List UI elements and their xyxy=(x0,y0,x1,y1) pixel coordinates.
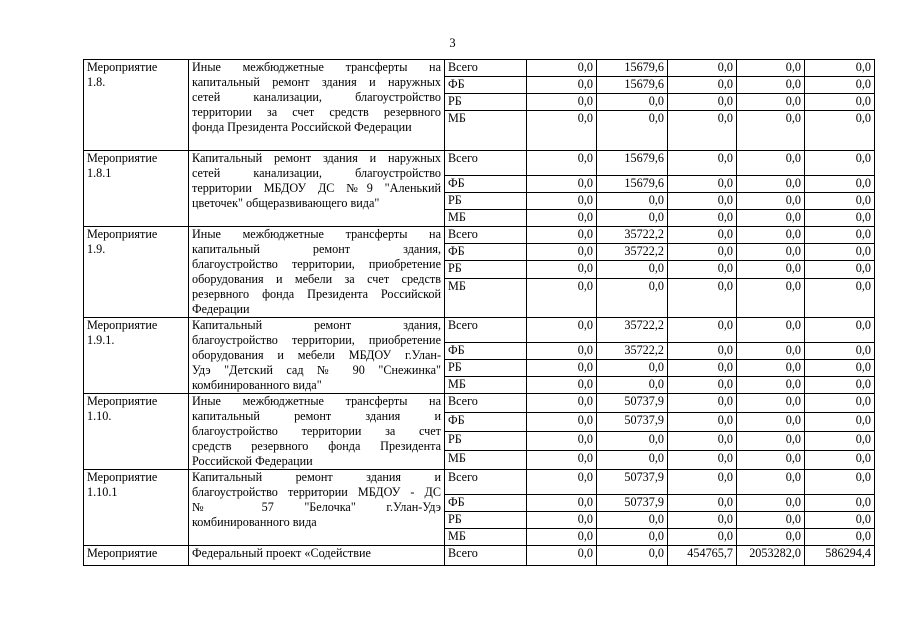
amount-cell: 0,0 xyxy=(527,244,597,261)
amount-cell: 0,0 xyxy=(737,470,805,495)
amount-cell: 0,0 xyxy=(668,176,737,193)
amount-cell: 15679,6 xyxy=(597,60,668,77)
event-cell xyxy=(84,470,189,546)
amount-cell: 0,0 xyxy=(668,278,737,317)
description-line: благоустройство территории, приобретение xyxy=(192,257,441,271)
amount-cell: 0,0 xyxy=(737,318,805,343)
funding-source-cell: РБ xyxy=(445,193,527,210)
amount-cell: 0,0 xyxy=(805,94,875,111)
funding-source-cell: Всего xyxy=(445,318,527,343)
amount-cell: 0,0 xyxy=(737,495,805,512)
amount-cell: 0,0 xyxy=(668,432,737,451)
amount-cell: 0,0 xyxy=(737,512,805,529)
amount-cell: 50737,9 xyxy=(597,413,668,432)
amount-cell: 0,0 xyxy=(668,343,737,360)
description-line: Капитальный ремонт здания и наружных xyxy=(192,151,441,165)
amount-cell: 0,0 xyxy=(737,261,805,278)
funding-source-cell: РБ xyxy=(445,360,527,377)
amount-cell: 0,0 xyxy=(737,77,805,94)
amount-cell: 50737,9 xyxy=(597,495,668,512)
funding-source-cell: МБ xyxy=(445,451,527,470)
amount-cell: 0,0 xyxy=(737,151,805,176)
amount-cell: 0,0 xyxy=(668,394,737,413)
amount-cell: 0,0 xyxy=(737,360,805,377)
funding-source-cell: МБ xyxy=(445,529,527,546)
amount-cell: 0,0 xyxy=(805,470,875,495)
event-cell xyxy=(84,394,189,470)
amount-cell: 35722,2 xyxy=(597,343,668,360)
description-line: сетей канализации, благоустройство xyxy=(192,166,441,180)
amount-cell: 0,0 xyxy=(737,278,805,317)
event-label: Мероприятие xyxy=(87,318,158,332)
amount-cell: 0,0 xyxy=(668,360,737,377)
amount-cell: 0,0 xyxy=(668,377,737,394)
event-label: Мероприятие xyxy=(87,60,158,74)
amount-cell: 0,0 xyxy=(527,343,597,360)
amount-cell: 0,0 xyxy=(597,432,668,451)
amount-cell: 0,0 xyxy=(668,470,737,495)
event-label: 1.10. xyxy=(87,409,112,423)
amount-cell: 0,0 xyxy=(805,495,875,512)
table-row xyxy=(84,227,875,244)
amount-cell: 0,0 xyxy=(527,529,597,546)
amount-cell: 0,0 xyxy=(805,377,875,394)
event-cell xyxy=(84,546,189,566)
amount-cell: 0,0 xyxy=(668,151,737,176)
funding-source-cell: РБ xyxy=(445,94,527,111)
amount-cell: 0,0 xyxy=(597,360,668,377)
amount-cell: 0,0 xyxy=(527,60,597,77)
description-line: территории за счет средств резервного xyxy=(192,105,441,119)
amount-cell: 0,0 xyxy=(668,261,737,278)
amount-cell: 0,0 xyxy=(527,413,597,432)
funding-source-cell: Всего xyxy=(445,60,527,77)
table-row xyxy=(84,318,875,343)
funding-source-cell: ФБ xyxy=(445,176,527,193)
amount-cell: 0,0 xyxy=(805,394,875,413)
amount-cell: 0,0 xyxy=(737,377,805,394)
table-row xyxy=(84,60,875,77)
description-line: Российской Федерации xyxy=(192,454,313,468)
amount-cell: 0,0 xyxy=(668,60,737,77)
amount-cell: 0,0 xyxy=(668,227,737,244)
amount-cell: 0,0 xyxy=(527,394,597,413)
amount-cell: 0,0 xyxy=(737,94,805,111)
amount-cell: 0,0 xyxy=(597,261,668,278)
page-number: 3 xyxy=(449,36,456,50)
amount-cell: 0,0 xyxy=(805,529,875,546)
event-label: 1.10.1 xyxy=(87,485,118,499)
funding-source-cell: РБ xyxy=(445,261,527,278)
amount-cell: 0,0 xyxy=(737,413,805,432)
amount-cell: 0,0 xyxy=(597,512,668,529)
amount-cell: 0,0 xyxy=(737,432,805,451)
amount-cell: 0,0 xyxy=(737,60,805,77)
event-label: 1.8.1 xyxy=(87,166,112,180)
amount-cell: 0,0 xyxy=(527,176,597,193)
description-line: благоустройство территории, приобретение xyxy=(192,333,441,347)
amount-cell: 0,0 xyxy=(737,451,805,470)
funding-source-cell: ФБ xyxy=(445,343,527,360)
amount-cell: 50737,9 xyxy=(597,470,668,495)
event-cell xyxy=(84,60,189,151)
description-cell xyxy=(189,151,445,227)
table-row xyxy=(84,546,875,566)
amount-cell: 0,0 xyxy=(805,432,875,451)
amount-cell: 0,0 xyxy=(527,377,597,394)
amount-cell: 0,0 xyxy=(737,227,805,244)
amount-cell: 0,0 xyxy=(527,151,597,176)
funding-source-cell: МБ xyxy=(445,111,527,151)
amount-cell: 0,0 xyxy=(527,360,597,377)
amount-cell: 0,0 xyxy=(805,60,875,77)
amount-cell: 0,0 xyxy=(805,318,875,343)
amount-cell: 0,0 xyxy=(737,176,805,193)
funding-source-cell: ФБ xyxy=(445,244,527,261)
amount-cell: 35722,2 xyxy=(597,227,668,244)
description-line: капитальный ремонт здания, xyxy=(192,242,441,256)
amount-cell: 0,0 xyxy=(737,394,805,413)
amount-cell: 0,0 xyxy=(737,244,805,261)
funding-source-cell: Всего xyxy=(445,470,527,495)
description-line: Капитальный ремонт здания, xyxy=(192,318,441,332)
amount-cell: 0,0 xyxy=(668,495,737,512)
amount-cell: 0,0 xyxy=(737,529,805,546)
amount-cell: 0,0 xyxy=(805,343,875,360)
amount-cell: 0,0 xyxy=(668,451,737,470)
description-cell xyxy=(189,546,445,566)
table-row xyxy=(84,470,875,495)
amount-cell: 0,0 xyxy=(668,529,737,546)
description-line: комбинированного вида" xyxy=(192,378,322,392)
amount-cell: 0,0 xyxy=(668,512,737,529)
amount-cell: 0,0 xyxy=(805,512,875,529)
budget-table xyxy=(83,59,875,566)
amount-cell: 0,0 xyxy=(737,210,805,227)
amount-cell: 0,0 xyxy=(597,546,668,566)
amount-cell: 0,0 xyxy=(668,244,737,261)
amount-cell: 0,0 xyxy=(805,111,875,151)
funding-source-cell: МБ xyxy=(445,210,527,227)
amount-cell: 0,0 xyxy=(527,495,597,512)
amount-cell: 0,0 xyxy=(805,210,875,227)
description-line: № 57 "Белочка" г.Улан-Удэ xyxy=(192,500,441,514)
amount-cell: 0,0 xyxy=(737,193,805,210)
amount-cell: 15679,6 xyxy=(597,77,668,94)
amount-cell: 35722,2 xyxy=(597,244,668,261)
amount-cell: 2053282,0 xyxy=(737,546,805,566)
event-label: 1.9.1. xyxy=(87,333,115,347)
funding-source-cell: РБ xyxy=(445,512,527,529)
description-cell xyxy=(189,227,445,318)
description-line: благоустройство территории за счет xyxy=(192,424,441,438)
description-line: капитальный ремонт здания и xyxy=(192,409,441,423)
funding-source-cell: МБ xyxy=(445,377,527,394)
amount-cell: 0,0 xyxy=(597,94,668,111)
description-line: Иные межбюджетные трансферты на xyxy=(192,227,441,241)
funding-source-cell: РБ xyxy=(445,432,527,451)
event-label: Мероприятие xyxy=(87,394,158,408)
description-line: оборудования и мебели за счет средств xyxy=(192,272,441,286)
description-line: Иные межбюджетные трансферты на xyxy=(192,394,441,408)
amount-cell: 0,0 xyxy=(527,193,597,210)
funding-source-cell: Всего xyxy=(445,546,527,566)
funding-source-cell: ФБ xyxy=(445,77,527,94)
amount-cell: 0,0 xyxy=(597,278,668,317)
description-line: фонда Президента Российской Федерации xyxy=(192,120,412,134)
amount-cell: 0,0 xyxy=(527,261,597,278)
table-row xyxy=(84,151,875,176)
funding-source-cell: Всего xyxy=(445,227,527,244)
description-cell xyxy=(189,470,445,546)
description-cell xyxy=(189,318,445,394)
amount-cell: 15679,6 xyxy=(597,176,668,193)
amount-cell: 0,0 xyxy=(668,413,737,432)
description-line: благоустройство территории МБДОУ - ДС xyxy=(192,485,441,499)
funding-source-cell: ФБ xyxy=(445,413,527,432)
amount-cell: 0,0 xyxy=(527,318,597,343)
amount-cell: 0,0 xyxy=(805,227,875,244)
event-label: Мероприятие xyxy=(87,546,158,560)
amount-cell: 0,0 xyxy=(805,451,875,470)
amount-cell: 0,0 xyxy=(527,470,597,495)
amount-cell: 0,0 xyxy=(527,77,597,94)
amount-cell: 0,0 xyxy=(805,360,875,377)
description-line: сетей канализации, благоустройство xyxy=(192,90,441,104)
amount-cell: 0,0 xyxy=(668,111,737,151)
amount-cell: 0,0 xyxy=(805,261,875,278)
amount-cell: 0,0 xyxy=(527,111,597,151)
amount-cell: 0,0 xyxy=(597,210,668,227)
amount-cell: 35722,2 xyxy=(597,318,668,343)
event-cell xyxy=(84,318,189,394)
amount-cell: 0,0 xyxy=(597,111,668,151)
amount-cell: 0,0 xyxy=(527,227,597,244)
amount-cell: 50737,9 xyxy=(597,394,668,413)
amount-cell: 0,0 xyxy=(527,94,597,111)
table-row xyxy=(84,394,875,413)
description-line: оборудования и мебели МБДОУ г.Улан- xyxy=(192,348,441,362)
amount-cell: 0,0 xyxy=(527,546,597,566)
description-line: комбинированного вида xyxy=(192,515,317,529)
amount-cell: 0,0 xyxy=(805,278,875,317)
amount-cell: 0,0 xyxy=(737,111,805,151)
event-label: 1.9. xyxy=(87,242,106,256)
amount-cell: 15679,6 xyxy=(597,151,668,176)
funding-source-cell: ФБ xyxy=(445,495,527,512)
amount-cell: 0,0 xyxy=(527,432,597,451)
amount-cell: 586294,4 xyxy=(805,546,875,566)
event-label: 1.8. xyxy=(87,75,106,89)
description-line: Удэ "Детский сад № 90 "Снежинка" xyxy=(192,363,441,377)
amount-cell: 0,0 xyxy=(668,318,737,343)
description-line: резервного фонда Президента Российской xyxy=(192,287,441,301)
description-line: территории МБДОУ ДС №9 "Аленький xyxy=(192,181,441,195)
event-cell xyxy=(84,227,189,318)
amount-cell: 0,0 xyxy=(737,343,805,360)
description-cell xyxy=(189,60,445,151)
amount-cell: 0,0 xyxy=(805,77,875,94)
description-line: Федеральный проект «Содействие xyxy=(192,546,371,560)
funding-source-cell: МБ xyxy=(445,278,527,317)
amount-cell: 0,0 xyxy=(527,210,597,227)
amount-cell: 0,0 xyxy=(597,377,668,394)
description-line: Федерации xyxy=(192,302,250,316)
description-line: Иные межбюджетные трансферты на xyxy=(192,60,441,74)
amount-cell: 0,0 xyxy=(668,77,737,94)
event-label: Мероприятие xyxy=(87,227,158,241)
amount-cell: 0,0 xyxy=(668,94,737,111)
description-cell xyxy=(189,394,445,470)
amount-cell: 0,0 xyxy=(805,193,875,210)
description-line: цветочек" общеразвивающего вида" xyxy=(192,196,380,210)
amount-cell: 0,0 xyxy=(805,244,875,261)
event-label: Мероприятие xyxy=(87,470,158,484)
amount-cell: 0,0 xyxy=(527,278,597,317)
description-line: капитальный ремонт здания и наружных xyxy=(192,75,441,89)
amount-cell: 0,0 xyxy=(597,193,668,210)
amount-cell: 454765,7 xyxy=(668,546,737,566)
amount-cell: 0,0 xyxy=(597,529,668,546)
funding-source-cell: Всего xyxy=(445,394,527,413)
amount-cell: 0,0 xyxy=(805,413,875,432)
amount-cell: 0,0 xyxy=(527,512,597,529)
description-line: средств резервного фонда Президента xyxy=(192,439,441,453)
amount-cell: 0,0 xyxy=(668,210,737,227)
funding-source-cell: Всего xyxy=(445,151,527,176)
amount-cell: 0,0 xyxy=(805,151,875,176)
event-label: Мероприятие xyxy=(87,151,158,165)
amount-cell: 0,0 xyxy=(805,176,875,193)
description-line: Капитальный ремонт здания и xyxy=(192,470,441,484)
amount-cell: 0,0 xyxy=(668,193,737,210)
amount-cell: 0,0 xyxy=(597,451,668,470)
event-cell xyxy=(84,151,189,227)
amount-cell: 0,0 xyxy=(527,451,597,470)
